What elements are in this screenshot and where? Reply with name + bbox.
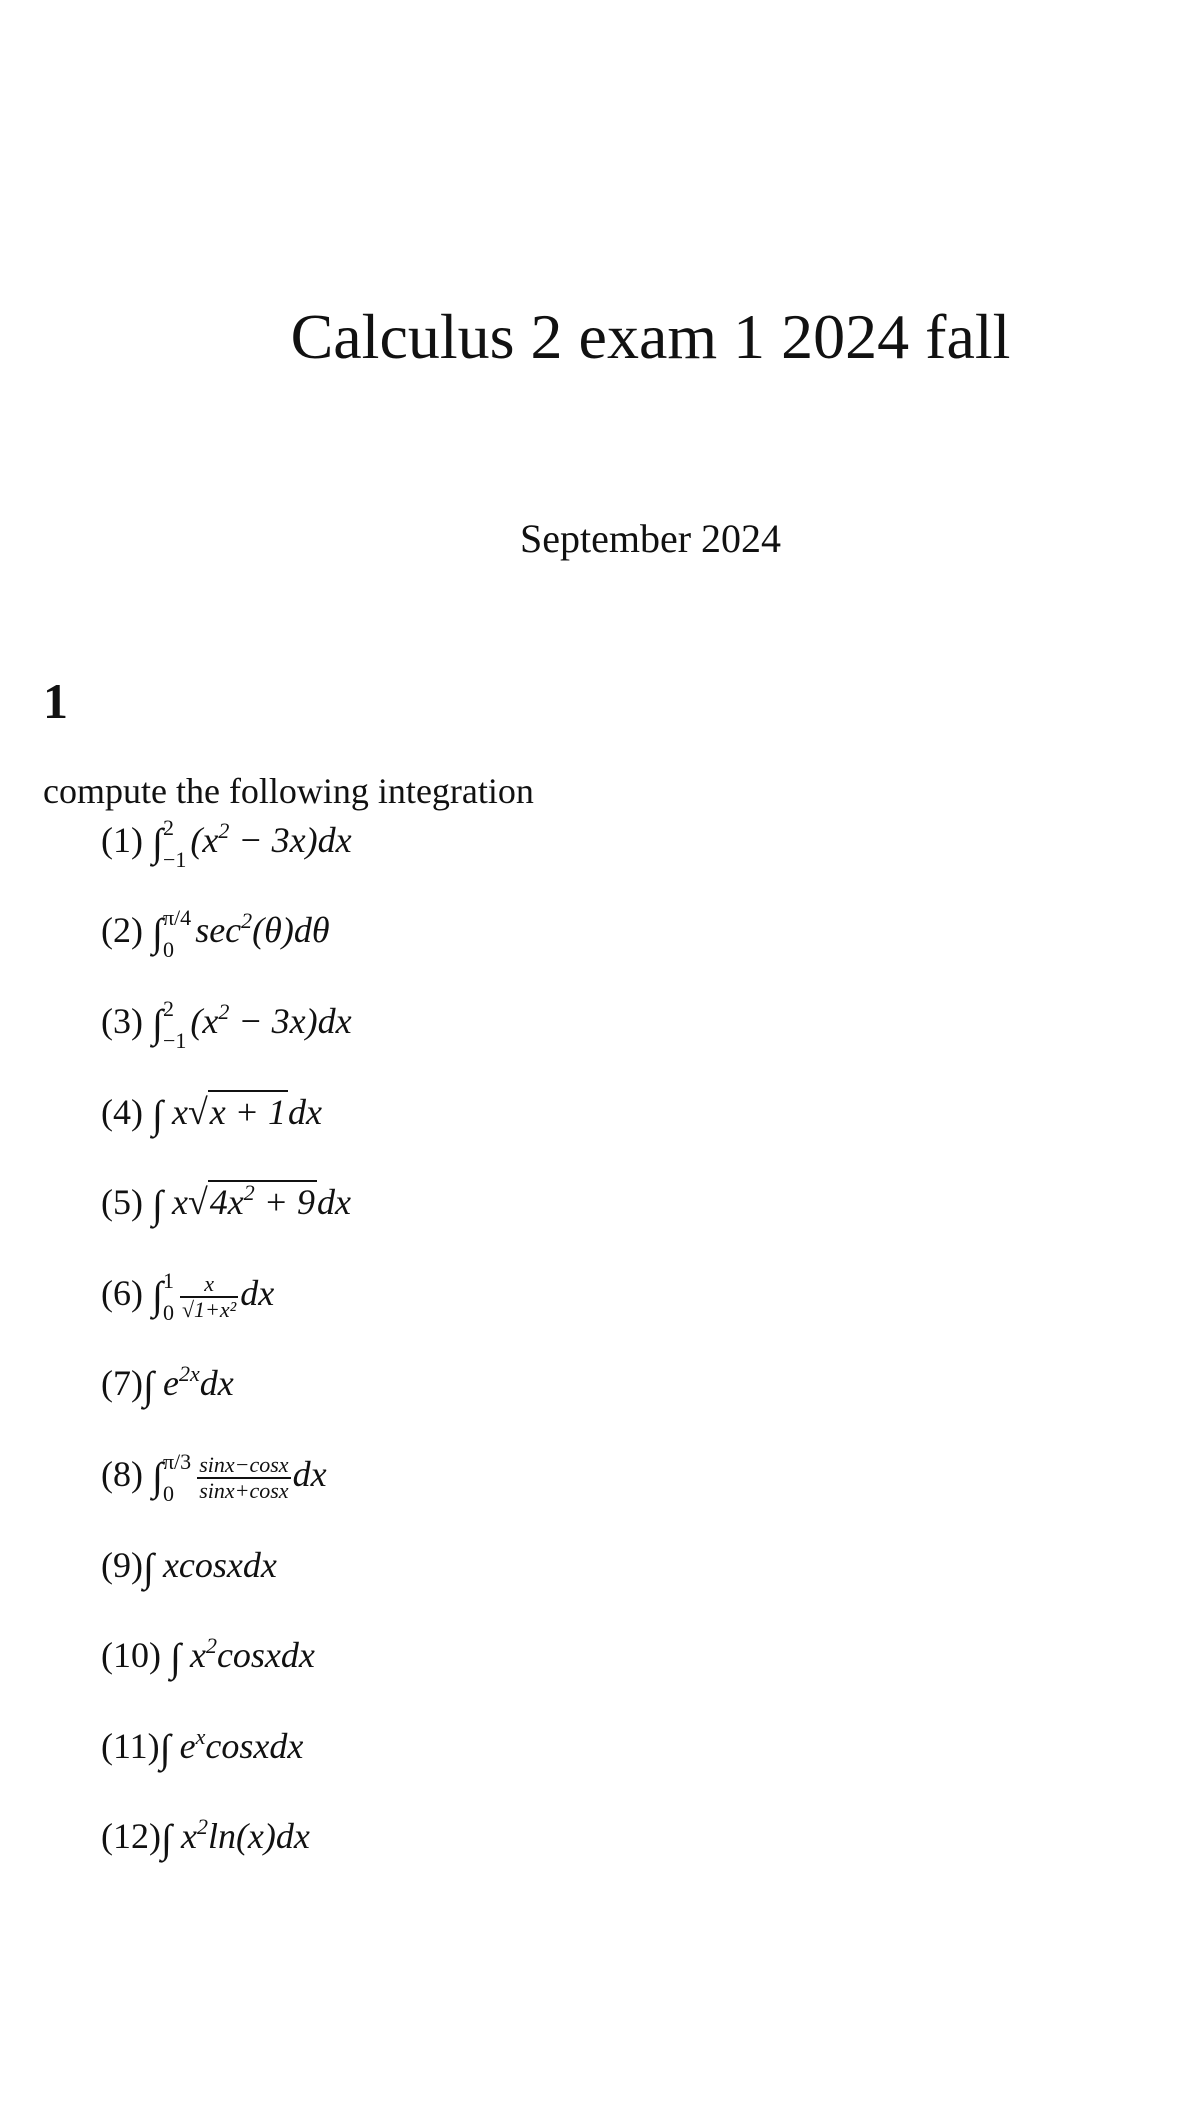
problem-5: (5) ∫ $x√4x^2 + 9dx$ bbox=[101, 1180, 351, 1227]
problem-label: (1) bbox=[101, 820, 143, 860]
problem-8: (8) ∫ π/3 0 $\frac{\sin x-\cos x}{\sin x+\cos x}$ dx bbox=[101, 1448, 327, 1506]
problem-9: (9)∫ xcosxdx bbox=[101, 1545, 277, 1590]
problem-12: (12)∫ $x^2\ln(x)dx$ bbox=[101, 1814, 310, 1861]
problem-11: (11)∫ $e^xcosxdx$ bbox=[101, 1724, 304, 1771]
problem-label: (2) bbox=[101, 910, 143, 950]
problem-6: (6) ∫ 1 0 $\frac{x}{\text{√1+x²}}$ dx bbox=[101, 1267, 275, 1325]
problem-label: (3) bbox=[101, 1001, 143, 1041]
problem-label: (5) bbox=[101, 1182, 143, 1222]
instruction-text: compute the following integration bbox=[43, 771, 534, 811]
problem-label: (4) bbox=[101, 1092, 143, 1132]
problem-2: (2) ∫ π/4 0 $\sec^2(\theta)d\theta$ bbox=[101, 904, 330, 962]
problem-10: (10) ∫ $x^2cosxdx$ bbox=[101, 1633, 315, 1680]
problem-3: (3) ∫ 2 −1 $(x^2 - 3x)dx$ bbox=[101, 995, 352, 1053]
document-date: September 2024 bbox=[519, 516, 782, 561]
problem-7: (7)∫ $e^{2x}dx$ bbox=[101, 1361, 234, 1408]
problem-1: (1) ∫ 2 −1 $(x^2 - 3x)dx$ bbox=[101, 814, 352, 872]
section-number: 1 bbox=[43, 673, 68, 729]
problem-label: (9) bbox=[101, 1545, 143, 1585]
document-title: Calculus 2 exam 1 2024 fall bbox=[290, 301, 1011, 372]
problem-label: (7) bbox=[101, 1363, 143, 1403]
problem-label: (6) bbox=[101, 1273, 143, 1313]
problem-label: (8) bbox=[101, 1454, 143, 1494]
problem-label: (12) bbox=[101, 1816, 161, 1856]
problem-label: (10) bbox=[101, 1635, 161, 1675]
problem-label: (11) bbox=[101, 1726, 160, 1766]
problem-4: (4) ∫ x√x + 1dx bbox=[101, 1092, 322, 1137]
